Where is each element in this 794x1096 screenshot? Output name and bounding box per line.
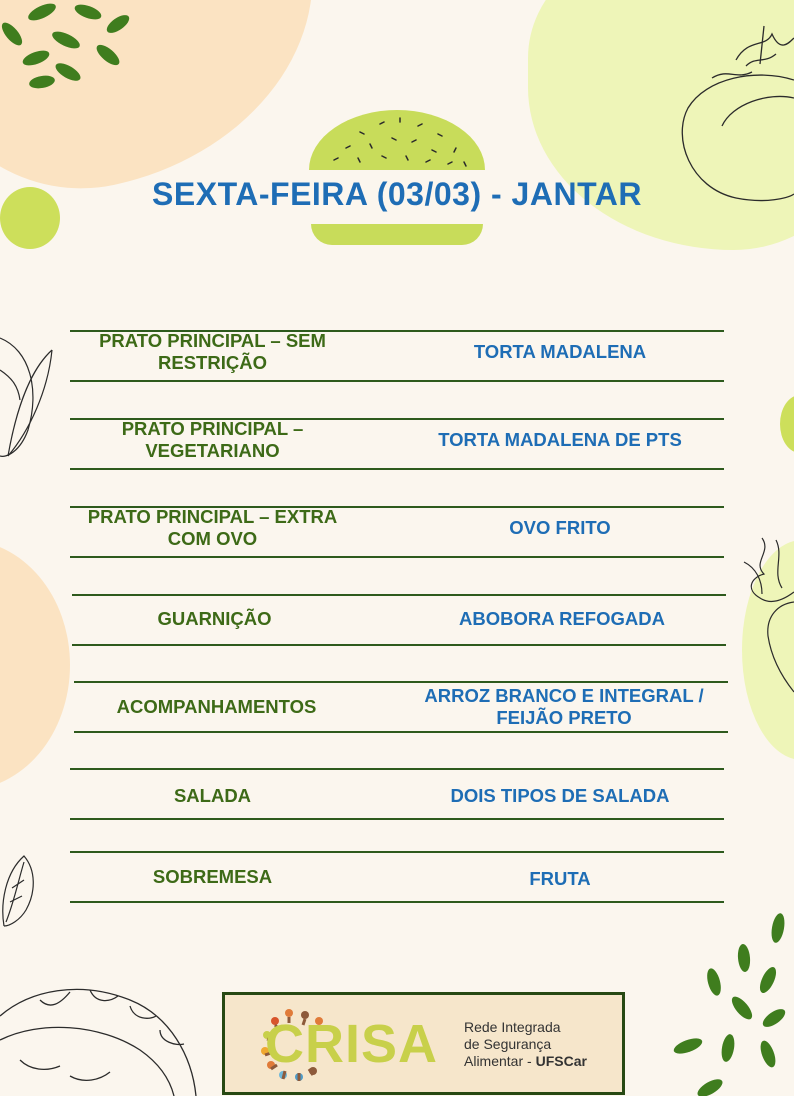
menu-category: GUARNIÇÃO [157,608,272,629]
leaf-icon [0,330,56,460]
menu-row [70,851,724,903]
menu-category: PRATO PRINCIPAL – EXTRA COM OVO [87,506,338,549]
menu-category: ACOMPANHAMENTOS [116,696,317,717]
crisa-subtitle-line [464,1053,587,1070]
sesame-seeds-icon [320,112,476,168]
vegetable-icon [742,532,794,702]
decorative-lime-dot-right [780,395,794,453]
menu-category: SOBREMESA [152,866,273,887]
menu-category: PRATO PRINCIPAL – SEM RESTRIÇÃO [99,330,326,373]
taco-icon [0,980,200,1096]
seeds-icon [0,0,140,100]
menu-row [72,594,726,646]
menu-category: PRATO PRINCIPAL – VEGETARIANO [121,418,304,461]
crisa-subtitle-line: Rede Integrada [464,1019,561,1035]
seeds-icon-bottom [670,910,794,1096]
menu-category: SALADA [173,785,252,806]
crisa-subtitle-line: de Segurança [464,1036,552,1052]
crisa-subtitle [464,1019,587,1070]
menu-dish: OVO FRITO [509,517,611,538]
crisa-subtitle-bold: UFSCar [535,1053,587,1069]
crisa-subtitle-prefix: Alimentar - [464,1053,536,1069]
page-title: SEXTA-FEIRA (03/03) - JANTAR [152,176,642,212]
menu-dish: TORTA MADALENA [473,341,647,362]
menu-dish: ARROZ BRANCO E INTEGRAL / FEIJÃO PRETO [424,685,704,728]
menu-row [74,681,728,733]
menu-row [70,330,724,382]
menu-row [70,768,724,820]
menu-row [70,418,724,470]
menu-dish: TORTA MADALENA DE PTS [438,429,682,450]
menu-dish: FRUTA [529,868,591,889]
crisa-logo-box [222,992,625,1095]
crisa-logo-text: CRISA [265,1014,439,1074]
menu-dish: DOIS TIPOS DE SALADA [450,785,670,806]
lettuce-icon [0,852,40,932]
menu-row [70,506,724,558]
menu-dish: ABOBORA REFOGADA [459,608,665,629]
decorative-peach-blob-left [0,540,70,790]
bun-bottom-shape [311,224,483,245]
